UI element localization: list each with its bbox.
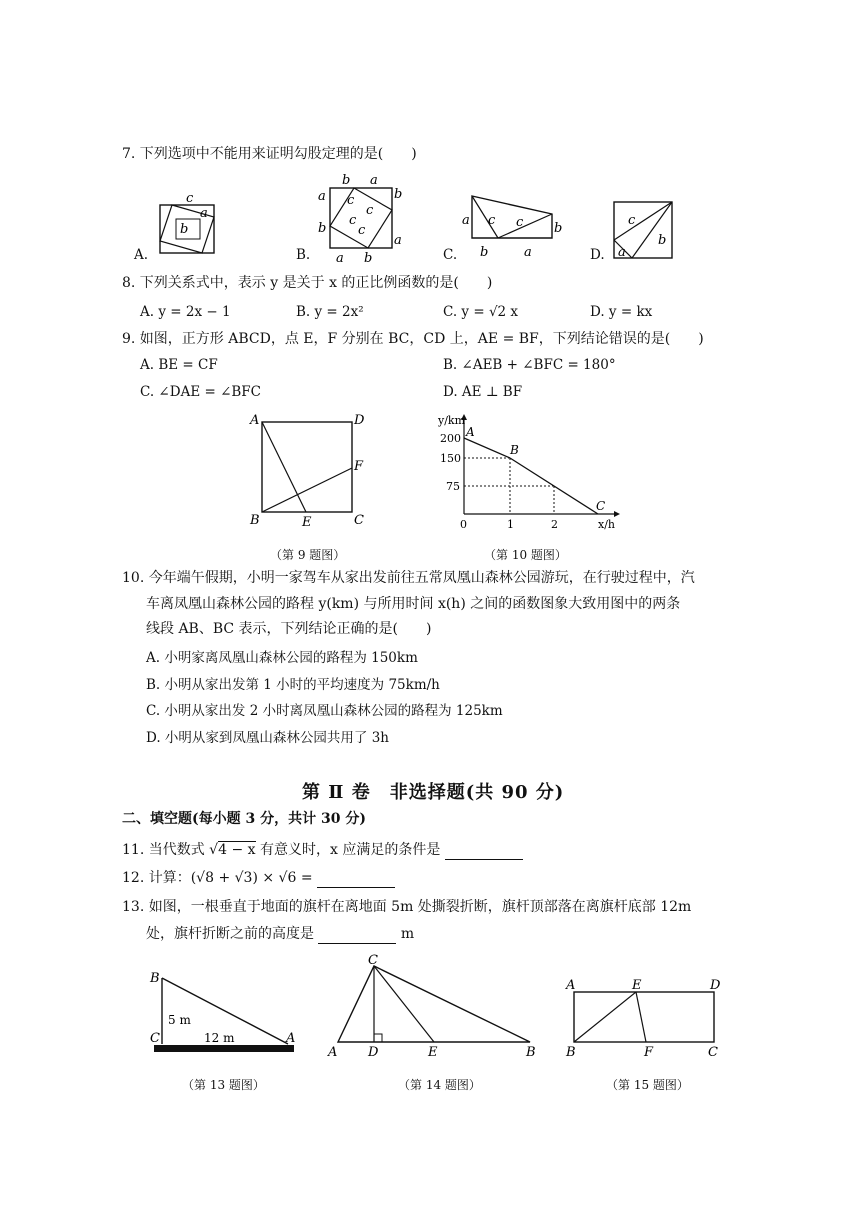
svg-text:b: b: [480, 245, 489, 260]
section-2-title: 第 Ⅱ 卷 非选择题(共 90 分): [302, 782, 565, 803]
q7-figure-b: [316, 172, 403, 266]
q13-answer-blank[interactable]: [318, 925, 396, 944]
svg-text:c: c: [347, 193, 355, 208]
fig10-y-tick-200: 200: [440, 432, 461, 445]
q11-radicand: 4 − x: [218, 842, 256, 858]
svg-text:c: c: [366, 203, 374, 218]
q10-option-d: D. 小明从家到凤凰山森林公园共用了 3h: [146, 730, 389, 746]
q10-line3: 线段 AB、BC 表示，下列结论正确的是( ): [146, 621, 432, 637]
fig14-caption: （第 14 题图）: [398, 1078, 481, 1092]
q9-option-c: C. ∠DAE = ∠BFC: [140, 384, 261, 400]
svg-text:c: c: [358, 223, 366, 238]
svg-text:b: b: [364, 251, 373, 266]
svg-text:a: a: [336, 251, 344, 266]
svg-text:C: C: [368, 953, 378, 968]
svg-text:C: C: [354, 513, 364, 528]
q7-stem: 7. 下列选项中不能用来证明勾股定理的是( ): [122, 146, 417, 162]
svg-text:b: b: [554, 221, 563, 236]
q7-option-c-label: C.: [443, 247, 458, 263]
svg-text:A: A: [286, 1031, 296, 1046]
q13-line1: 13. 如图，一根垂直于地面的旗杆在离地面 5m 处撕裂折断，旗杆顶部落在离旗杆底部 12m: [122, 899, 692, 915]
q8-option-a: A. y = 2x − 1: [140, 304, 231, 320]
svg-text:c: c: [488, 213, 496, 228]
q11-prefix: 11. 当代数式: [122, 842, 205, 858]
fig10-caption: （第 10 题图）: [484, 548, 567, 562]
fig10-graph: [430, 410, 630, 534]
q10-option-b: B. 小明从家出发第 1 小时的平均速度为 75km/h: [146, 677, 440, 693]
q12-answer-blank[interactable]: [317, 869, 395, 888]
q7-figure-c: [458, 192, 568, 264]
svg-text:b: b: [342, 173, 351, 188]
fig13-flagpole-diagram: [148, 968, 308, 1060]
svg-text:D: D: [368, 1045, 379, 1060]
svg-text:b: b: [180, 222, 189, 237]
svg-text:a: a: [394, 233, 402, 248]
svg-text:F: F: [354, 459, 364, 474]
q10-option-c: C. 小明从家出发 2 小时离凤凰山森林公园的路程为 125km: [146, 703, 503, 719]
q11-sqrt-sign: √: [209, 842, 219, 858]
svg-text:a: a: [524, 245, 532, 260]
fig13-label-12m: 12 m: [204, 1031, 235, 1045]
svg-text:b: b: [658, 233, 667, 248]
q7-option-b-label: B.: [296, 247, 311, 263]
svg-text:c: c: [628, 213, 636, 228]
svg-text:E: E: [302, 515, 312, 530]
q8-option-d: D. y = kx: [590, 304, 653, 320]
svg-text:B: B: [566, 1045, 576, 1060]
q9-stem: 9. 如图，正方形 ABCD，点 E，F 分别在 BC，CD 上，AE = BF，下列结论错误的是( ): [122, 331, 704, 347]
svg-text:E: E: [632, 978, 642, 993]
svg-text:c: c: [349, 213, 357, 228]
fig10-x-tick-0: 0: [460, 518, 467, 531]
q9-option-b: B. ∠AEB + ∠BFC = 180°: [443, 357, 616, 373]
svg-text:a: a: [318, 189, 326, 204]
svg-text:B: B: [150, 971, 160, 986]
fig9-caption: （第 9 题图）: [270, 548, 346, 562]
q12-text: 12. 计算：(√8 + √3) × √6 =: [122, 870, 313, 886]
section-2-part-title: 二、填空题(每小题 3 分，共计 30 分): [122, 811, 366, 827]
svg-text:c: c: [516, 215, 524, 230]
svg-text:b: b: [394, 187, 403, 202]
svg-text:A: A: [566, 978, 576, 993]
svg-text:a: a: [462, 213, 470, 228]
q9-option-d: D. AE ⊥ BF: [443, 384, 523, 400]
svg-text:C: C: [708, 1045, 718, 1060]
svg-text:B: B: [526, 1045, 536, 1060]
q7-option-d-label: D.: [590, 247, 605, 263]
svg-text:a: a: [618, 245, 626, 260]
fig10-y-tick-75: 75: [446, 480, 460, 493]
q13-unit: m: [400, 926, 415, 942]
svg-text:F: F: [644, 1045, 654, 1060]
q9-option-a: A. BE = CF: [140, 357, 218, 373]
fig15-caption: （第 15 题图）: [606, 1078, 689, 1092]
q7-option-a-label: A.: [134, 247, 149, 263]
svg-text:D: D: [710, 978, 721, 993]
svg-text:D: D: [354, 413, 365, 428]
svg-text:C: C: [150, 1031, 160, 1046]
q11-suffix: 有意义时，x 应满足的条件是: [259, 842, 441, 858]
fig13-label-5m: 5 m: [168, 1013, 191, 1027]
fig14-triangle-diagram: [326, 952, 546, 1060]
svg-text:A: A: [466, 425, 475, 439]
q8-option-c: C. y = √2 x: [443, 304, 519, 320]
q10-line2: 车离凤凰山森林公园的路程 y(km) 与所用时间 x(h) 之间的函数图象大致用图中的两条: [146, 596, 681, 612]
q11-answer-blank[interactable]: [445, 841, 523, 860]
q13-line2: [146, 925, 414, 944]
q12-line: [122, 869, 395, 888]
fig10-y-tick-150: 150: [440, 452, 461, 465]
q8-option-b: B. y = 2x²: [296, 304, 364, 320]
fig10-x-tick-2: 2: [551, 518, 558, 531]
fig10-x-tick-1: 1: [507, 518, 514, 531]
q7-figure-d: [612, 200, 678, 264]
fig10-x-axis-label: x/h: [598, 518, 615, 531]
svg-text:b: b: [318, 221, 327, 236]
fig9-square-diagram: [248, 412, 378, 532]
q10-option-a: A. 小明家离凤凰山森林公园的路程为 150km: [146, 650, 418, 666]
svg-text:a: a: [370, 173, 378, 188]
q11-line: [122, 841, 523, 860]
svg-text:A: A: [328, 1045, 338, 1060]
svg-text:a: a: [200, 206, 208, 221]
q13-line2-text: 处，旗杆折断之前的高度是: [146, 926, 314, 942]
q8-stem: 8. 下列关系式中，表示 y 是关于 x 的正比例函数的是( ): [122, 275, 493, 291]
svg-text:B: B: [510, 443, 519, 457]
svg-text:A: A: [250, 413, 260, 428]
fig10-y-axis-label: y/km: [438, 414, 466, 427]
svg-text:C: C: [596, 499, 606, 513]
q7-figure-a: [160, 193, 220, 263]
svg-text:E: E: [428, 1045, 438, 1060]
svg-text:B: B: [250, 513, 260, 528]
fig15-rectangle-diagram: [562, 976, 732, 1060]
q10-line1: 10. 今年端午假期，小明一家驾车从家出发前往五常凤凰山森林公园游玩，在行驶过程中，汽: [122, 570, 695, 586]
svg-text:c: c: [186, 191, 194, 206]
fig13-caption: （第 13 题图）: [182, 1078, 265, 1092]
